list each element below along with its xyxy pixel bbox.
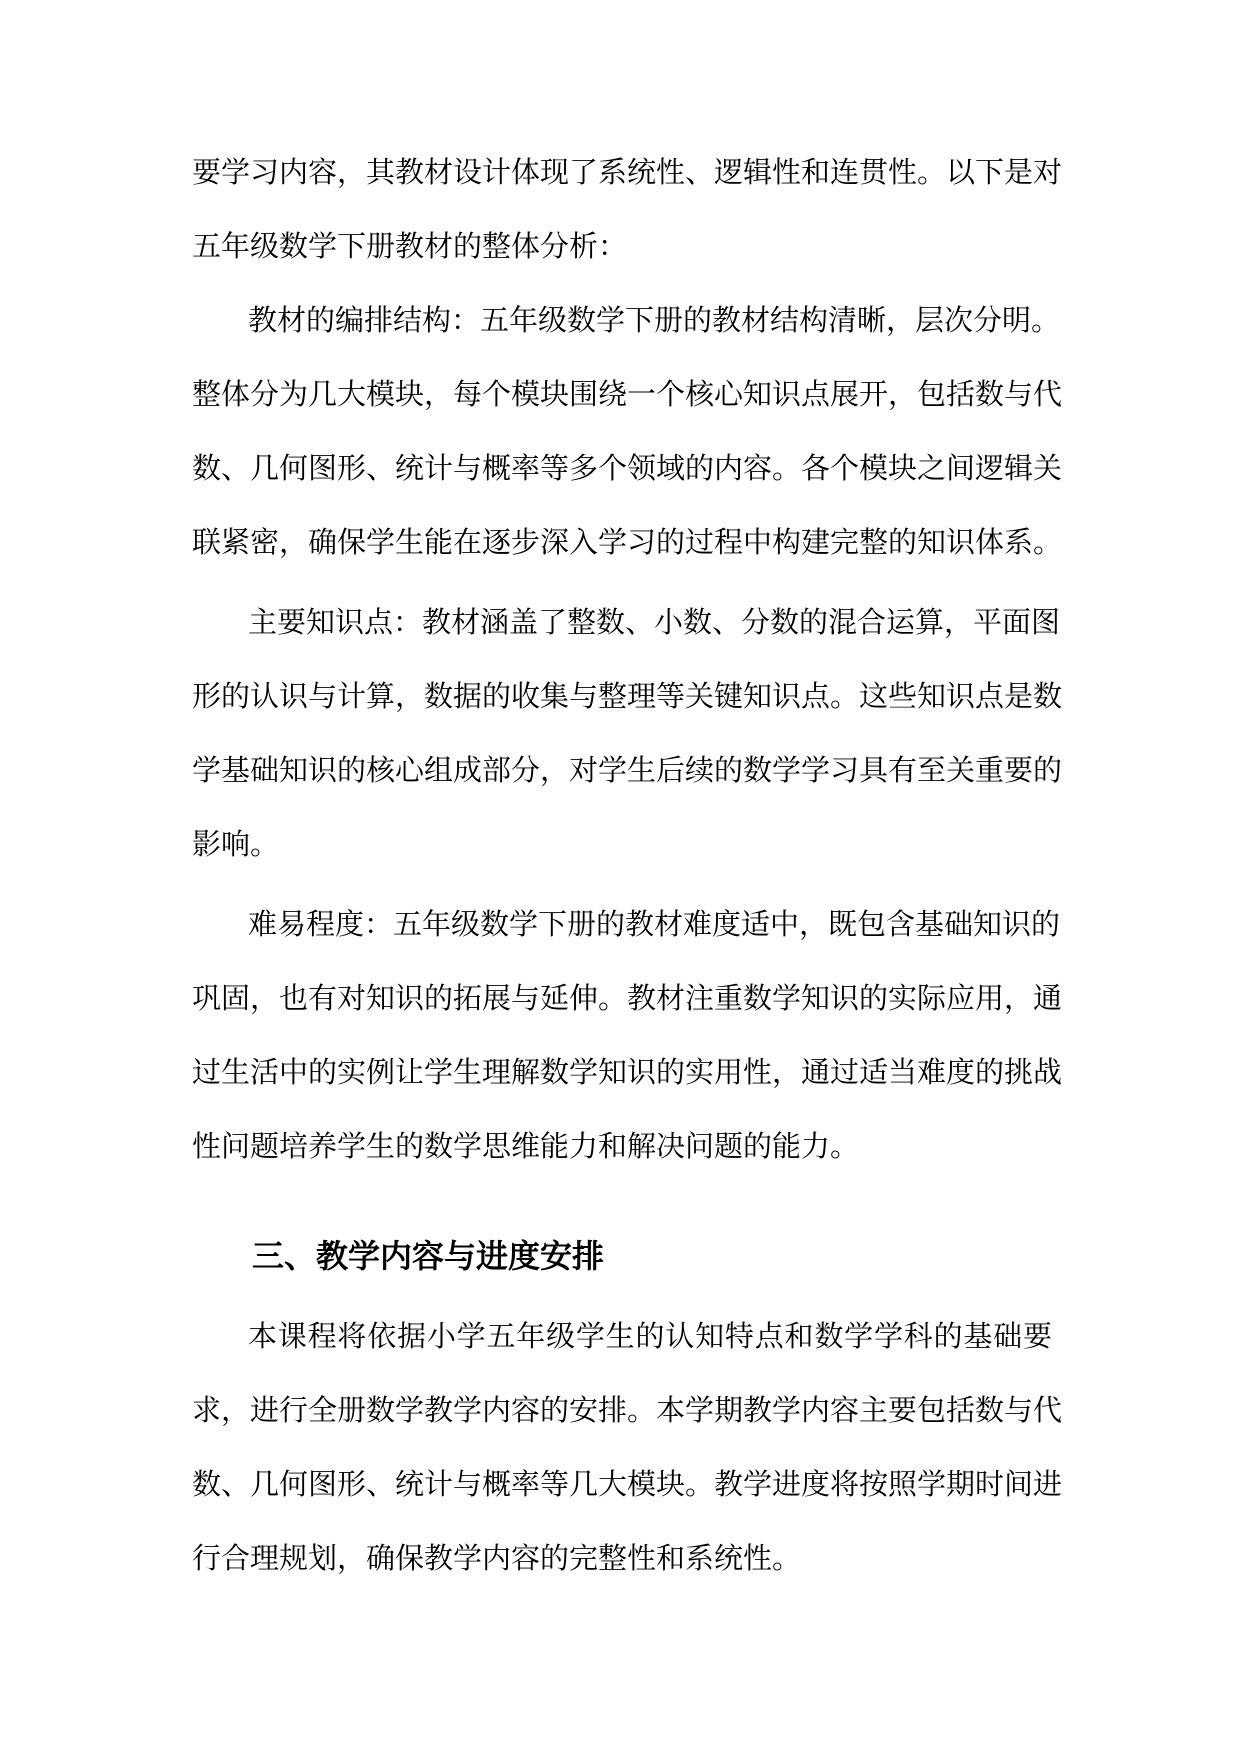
paragraph-line: 数、几何图形、统计与概率等多个领域的内容。各个模块之间逻辑关 (192, 451, 1063, 485)
paragraph-line: 本课程将依据小学五年级学生的认知特点和数学学科的基础要 (248, 1319, 1052, 1353)
paragraph-line: 过生活中的实例让学生理解数学知识的实用性，通过适当难度的挑战 (192, 1055, 1063, 1089)
paragraph-line: 联紧密，确保学生能在逐步深入学习的过程中构建完整的知识体系。 (192, 525, 1063, 559)
paragraph-line: 形的认识与计算，数据的收集与整理等关键知识点。这些知识点是数 (192, 679, 1063, 713)
paragraph-line: 要学习内容，其教材设计体现了系统性、逻辑性和连贯性。以下是对 (192, 155, 1063, 189)
paragraph-line: 五年级数学下册教材的整体分析： (192, 229, 628, 263)
paragraph-line: 难易程度：五年级数学下册的教材难度适中，既包含基础知识的 (248, 907, 1061, 941)
paragraph-line: 主要知识点：教材涵盖了整数、小数、分数的混合运算，平面图 (248, 605, 1061, 639)
section-heading: 三、教学内容与进度安排 (252, 1237, 605, 1275)
paragraph-line: 求，进行全册数学教学内容的安排。本学期教学内容主要包括数与代 (192, 1393, 1063, 1427)
paragraph-line: 数、几何图形、统计与概率等几大模块。教学进度将按照学期时间进 (192, 1467, 1063, 1501)
paragraph-line: 巩固，也有对知识的拓展与延伸。教材注重数学知识的实际应用，通 (192, 981, 1063, 1015)
paragraph-line: 学基础知识的核心组成部分，对学生后续的数学学习具有至关重要的 (192, 753, 1063, 787)
paragraph-line: 行合理规划，确保教学内容的完整性和系统性。 (192, 1541, 802, 1575)
paragraph-line: 性问题培养学生的数学思维能力和解决问题的能力。 (192, 1129, 860, 1163)
paragraph-line: 教材的编排结构：五年级数学下册的教材结构清晰，层次分明。 (248, 303, 1061, 337)
paragraph-line: 整体分为几大模块，每个模块围绕一个核心知识点展开，包括数与代 (192, 377, 1063, 411)
paragraph-line: 影响。 (192, 827, 280, 861)
